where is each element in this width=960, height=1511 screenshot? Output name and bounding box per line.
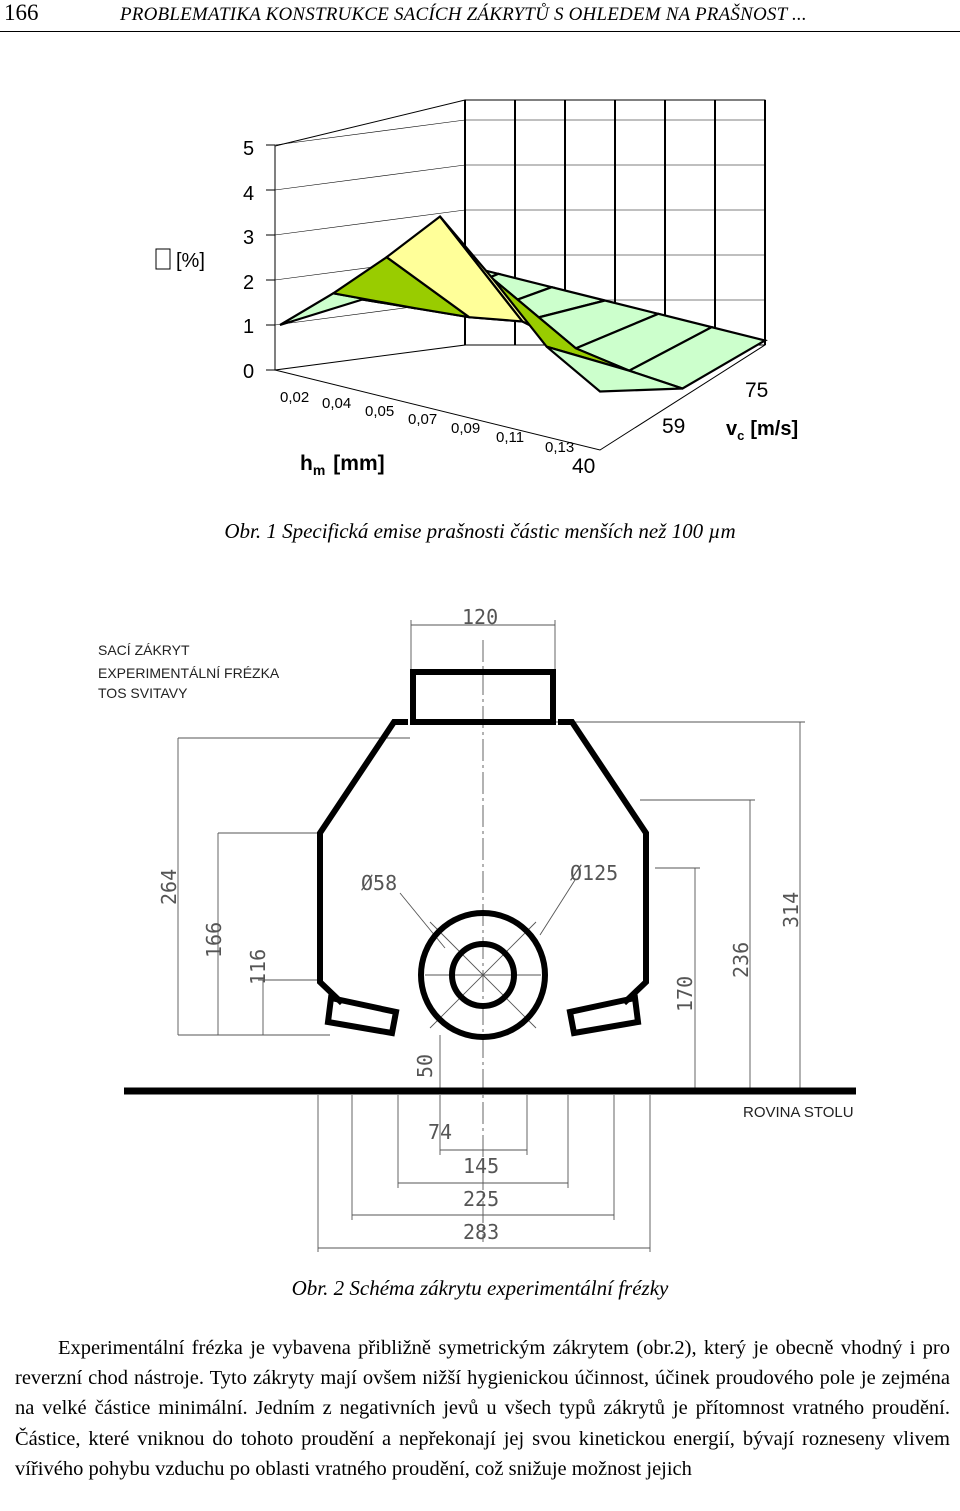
z-tick-label: 1 [243,316,255,338]
header-rule [0,31,960,32]
missing-glyph-box [156,249,170,269]
running-title: PROBLEMATIKA KONSTRUKCE SACÍCH ZÁKRYTŮ S OHLEDEM NA PRAŠNOST ... [120,4,807,25]
drawing-title-line: TOS SVITAVY [98,685,188,701]
x-tick-label: 0,11 [496,429,525,446]
dim-label: 50 [413,1053,437,1078]
x-axis [280,389,574,478]
page-header [0,0,960,32]
dim-label: 225 [463,1187,500,1211]
z-tick-label: 3 [243,227,255,249]
body-text [15,1333,950,1484]
body-paragraph: Experimentální frézka je vybavena přibližně symetrickým zákrytem (obr.2), který je obecně vhodný i pro reverzní chod nástroje. Tyto zákryty mají ovšem nižší hygienickou účinnost, účinek proudového pole je zejména na velké částice minimální. Jedním z negativních jevů u všech typů zákrytů je přítomnost vratného proudění. Částice, které vniknou do tohoto proudění a nepřekonají jej svou kinetickou energií, bývají rozneseny vlivem vířivého pohybu vzduchu po oblasti vratného proudění, což snižuje možnost jejich [15,1337,950,1480]
page-number: 166 [4,0,39,25]
dim-label: 120 [462,605,499,629]
drawing-title-line: SACÍ ZÁKRYT [98,642,190,658]
table-plane-label: ROVINA STOLU [743,1104,854,1121]
dim-label: Ø125 [570,861,619,885]
figure1-chart [0,80,960,580]
dim-label: 283 [463,1220,500,1244]
y-axis-label: $v_c$ [m/s] [726,418,799,443]
x-tick-label: 0,04 [322,395,352,412]
z-tick-label: 4 [243,183,255,205]
y-tick-label: 75 [745,379,769,402]
figure2-drawing [0,600,960,1260]
y-axis [572,379,798,478]
z-tick-label: 0 [243,361,255,383]
dim-label: 166 [202,921,226,958]
z-axis-label: [%] [176,250,205,272]
figure1-caption: Obr. 1 Specifická emise prašnosti částic menších než 100 µm [224,519,736,543]
dim-label: 314 [779,891,803,928]
z-axis [156,138,254,383]
dim-label: 236 [729,941,753,978]
y-tick-label: 40 [572,455,596,478]
dim-label: 74 [428,1120,453,1144]
z-tick-label: 2 [243,272,255,294]
dim-label: 145 [463,1154,500,1178]
x-axis-label: $h_m$ [mm] [300,452,385,478]
figure2-caption: Obr. 2 Schéma zákrytu experimentální frézky [291,1276,669,1300]
x-tick-label: 0,02 [280,389,310,406]
x-tick-label: 0,07 [408,411,438,428]
x-tick-label: 0,09 [451,420,481,437]
x-tick-label: 0,05 [365,403,395,420]
x-tick-label: 0,13 [545,439,575,456]
drawing-title-line: EXPERIMENTÁLNÍ FRÉZKA [98,665,280,681]
z-tick-label: 5 [243,138,255,160]
dim-label: Ø58 [361,871,398,895]
dim-label: 170 [673,975,697,1012]
dim-label: 264 [157,868,181,905]
y-tick-label: 59 [662,415,686,438]
dim-label: 116 [246,948,270,985]
